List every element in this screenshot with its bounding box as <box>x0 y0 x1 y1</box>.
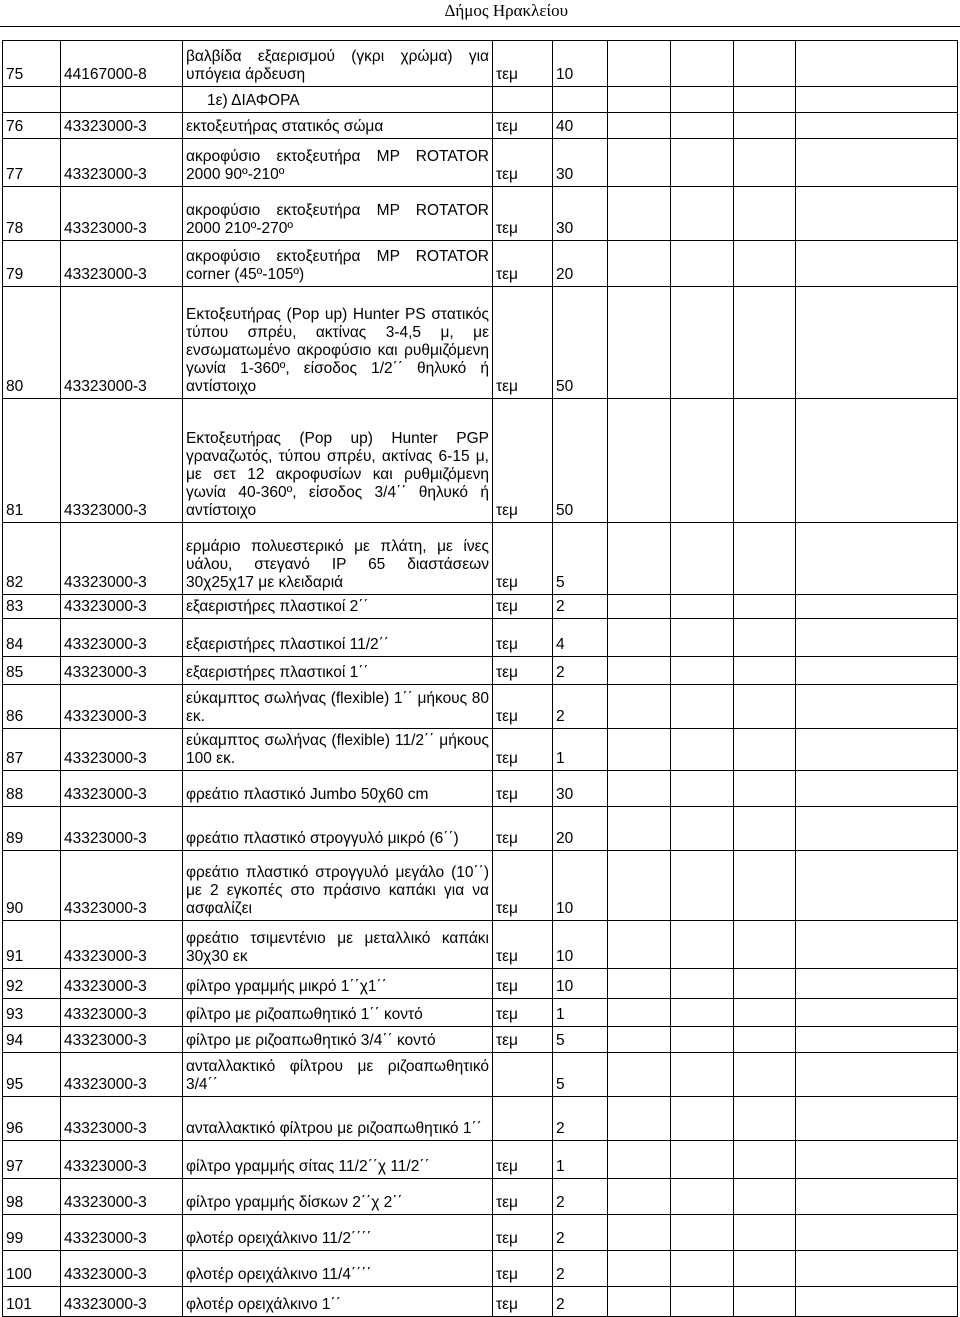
empty-cell <box>608 1251 671 1287</box>
cpv-code-cell: 43323000-3 <box>61 1179 183 1215</box>
item-number-cell: 91 <box>3 921 61 969</box>
cpv-code-cell: 43323000-3 <box>61 657 183 685</box>
empty-cell <box>796 523 958 595</box>
empty-cell <box>608 1097 671 1141</box>
empty-cell <box>608 969 671 999</box>
cpv-code-cell: 43323000-3 <box>61 921 183 969</box>
empty-cell <box>796 969 958 999</box>
table-row <box>3 969 958 999</box>
item-number-cell: 89 <box>3 807 61 851</box>
empty-cell <box>671 657 734 685</box>
quantity-cell: 2 <box>553 657 608 685</box>
quantity-cell: 30 <box>553 771 608 807</box>
table-row <box>3 851 958 921</box>
unit-cell: τεμ <box>493 851 553 921</box>
empty-cell <box>734 807 796 851</box>
cpv-code-cell: 43323000-3 <box>61 1215 183 1251</box>
empty-cell <box>734 113 796 139</box>
empty-cell <box>671 523 734 595</box>
quantity-cell: 2 <box>553 1097 608 1141</box>
description-cell: ανταλλακτικό φίλτρου με ριζοαπωθητικό 3/4΄΄ <box>183 1053 493 1097</box>
description-cell: βαλβίδα εξαερισμού (γκρι χρώμα) για υπόγεια άρδευση <box>183 41 493 87</box>
description-cell: εύκαμπτος σωλήνας (flexible) 1΄΄ μήκους 80 εκ. <box>183 685 493 729</box>
quantity-cell: 20 <box>553 241 608 287</box>
item-number-cell: 99 <box>3 1215 61 1251</box>
empty-cell <box>608 595 671 619</box>
unit-cell <box>493 87 553 113</box>
description-cell: φλοτέρ ορειχάλκινο 11/4΄΄΄΄ <box>183 1251 493 1287</box>
quantity-cell: 20 <box>553 807 608 851</box>
empty-cell <box>608 921 671 969</box>
empty-cell <box>796 999 958 1027</box>
empty-cell <box>796 1141 958 1179</box>
table-row <box>3 1027 958 1053</box>
empty-cell <box>796 1179 958 1215</box>
quantity-cell: 50 <box>553 287 608 399</box>
empty-cell <box>671 1287 734 1317</box>
item-number-cell: 87 <box>3 729 61 771</box>
cpv-code-cell: 43323000-3 <box>61 523 183 595</box>
empty-cell <box>671 187 734 241</box>
unit-cell: τεμ <box>493 619 553 657</box>
cpv-code-cell: 43323000-3 <box>61 1287 183 1317</box>
empty-cell <box>608 1053 671 1097</box>
item-number-cell <box>3 87 61 113</box>
empty-cell <box>671 685 734 729</box>
empty-cell <box>671 399 734 523</box>
quantity-cell: 10 <box>553 921 608 969</box>
unit-cell: τεμ <box>493 187 553 241</box>
quantity-cell: 2 <box>553 1251 608 1287</box>
header-rule <box>0 26 960 27</box>
unit-cell: τεμ <box>493 1179 553 1215</box>
table-row <box>3 729 958 771</box>
empty-cell <box>796 241 958 287</box>
table-row <box>3 1097 958 1141</box>
cpv-code-cell: 43323000-3 <box>61 685 183 729</box>
empty-cell <box>734 287 796 399</box>
quantity-cell: 10 <box>553 41 608 87</box>
empty-cell <box>608 1215 671 1251</box>
unit-cell: τεμ <box>493 657 553 685</box>
empty-cell <box>734 771 796 807</box>
empty-cell <box>796 685 958 729</box>
table-row <box>3 287 958 399</box>
empty-cell <box>608 729 671 771</box>
empty-cell <box>671 139 734 187</box>
empty-cell <box>608 1141 671 1179</box>
empty-cell <box>671 1027 734 1053</box>
item-number-cell: 80 <box>3 287 61 399</box>
empty-cell <box>671 1251 734 1287</box>
unit-cell: τεμ <box>493 1027 553 1053</box>
table-row <box>3 113 958 139</box>
unit-cell: τεμ <box>493 399 553 523</box>
table-row <box>3 657 958 685</box>
empty-cell <box>734 619 796 657</box>
table-row <box>3 523 958 595</box>
description-cell: Εκτοξευτήρας (Pop up) Hunter PS στατικός τύπου σπρέυ, ακτίνας 3-4,5 μ, με ενσωματωμένο ακροφύσιο και ρυθμιζόμενη γωνία 1-360º, είσοδος 1/2΄΄ θηλυκό ή αντίστοιχο <box>183 287 493 399</box>
empty-cell <box>796 287 958 399</box>
empty-cell <box>608 113 671 139</box>
empty-cell <box>734 685 796 729</box>
cpv-code-cell: 43323000-3 <box>61 851 183 921</box>
quantity-cell: 5 <box>553 523 608 595</box>
empty-cell <box>608 1179 671 1215</box>
empty-cell <box>671 619 734 657</box>
table-row <box>3 1053 958 1097</box>
empty-cell <box>671 1215 734 1251</box>
unit-cell: τεμ <box>493 807 553 851</box>
cpv-code-cell: 43323000-3 <box>61 113 183 139</box>
table-row <box>3 241 958 287</box>
quantity-cell: 1 <box>553 999 608 1027</box>
empty-cell <box>671 807 734 851</box>
table-row <box>3 685 958 729</box>
item-number-cell: 79 <box>3 241 61 287</box>
description-cell: φρεάτιο πλαστικό Jumbo 50χ60 cm <box>183 771 493 807</box>
empty-cell <box>734 187 796 241</box>
items-table <box>2 40 958 1317</box>
item-number-cell: 88 <box>3 771 61 807</box>
empty-cell <box>734 1179 796 1215</box>
item-number-cell: 100 <box>3 1251 61 1287</box>
items-table-body <box>3 41 958 1317</box>
description-cell: φρεάτιο πλαστικό στρογγυλό μικρό (6΄΄) <box>183 807 493 851</box>
empty-cell <box>734 1287 796 1317</box>
empty-cell <box>796 1027 958 1053</box>
table-row <box>3 1251 958 1287</box>
description-cell: εκτοξευτήρας στατικός σώμα <box>183 113 493 139</box>
empty-cell <box>608 41 671 87</box>
empty-cell <box>608 399 671 523</box>
item-number-cell: 84 <box>3 619 61 657</box>
empty-cell <box>796 1053 958 1097</box>
empty-cell <box>796 113 958 139</box>
empty-cell <box>671 1179 734 1215</box>
empty-cell <box>608 287 671 399</box>
empty-cell <box>734 1251 796 1287</box>
empty-cell <box>734 241 796 287</box>
empty-cell <box>734 1097 796 1141</box>
empty-cell <box>608 139 671 187</box>
item-number-cell: 90 <box>3 851 61 921</box>
unit-cell: τεμ <box>493 921 553 969</box>
empty-cell <box>796 187 958 241</box>
description-cell: φρεάτιο πλαστικό στρογγυλό μεγάλο (10΄΄) με 2 εγκοπές στο πράσινο καπάκι για να ασφαλίζει <box>183 851 493 921</box>
unit-cell <box>493 1097 553 1141</box>
item-number-cell: 83 <box>3 595 61 619</box>
empty-cell <box>671 729 734 771</box>
quantity-cell: 10 <box>553 851 608 921</box>
empty-cell <box>671 113 734 139</box>
empty-cell <box>734 921 796 969</box>
empty-cell <box>734 399 796 523</box>
item-number-cell: 94 <box>3 1027 61 1053</box>
cpv-code-cell: 43323000-3 <box>61 241 183 287</box>
table-row <box>3 1215 958 1251</box>
description-cell: ακροφύσιο εκτοξευτήρα MP ROTATOR 2000 90º-210º <box>183 139 493 187</box>
table-row <box>3 399 958 523</box>
empty-cell <box>734 523 796 595</box>
table-row <box>3 921 958 969</box>
empty-cell <box>671 87 734 113</box>
description-cell: φρεάτιο τσιμεντένιο με μεταλλικό καπάκι 30χ30 εκ <box>183 921 493 969</box>
description-cell: φίλτρο με ριζοαπωθητικό 3/4΄΄ κοντό <box>183 1027 493 1053</box>
item-number-cell: 98 <box>3 1179 61 1215</box>
cpv-code-cell: 43323000-3 <box>61 729 183 771</box>
cpv-code-cell: 43323000-3 <box>61 1097 183 1141</box>
quantity-cell: 2 <box>553 1179 608 1215</box>
empty-cell <box>796 595 958 619</box>
description-cell: φλοτέρ ορειχάλκινο 11/2΄΄΄΄ <box>183 1215 493 1251</box>
unit-cell: τεμ <box>493 241 553 287</box>
table-row <box>3 1179 958 1215</box>
empty-cell <box>734 595 796 619</box>
empty-cell <box>671 1053 734 1097</box>
empty-cell <box>796 1215 958 1251</box>
cpv-code-cell: 44167000-8 <box>61 41 183 87</box>
empty-cell <box>796 851 958 921</box>
item-number-cell: 77 <box>3 139 61 187</box>
quantity-cell: 50 <box>553 399 608 523</box>
cpv-code-cell: 43323000-3 <box>61 1027 183 1053</box>
quantity-cell: 1 <box>553 1141 608 1179</box>
quantity-cell: 10 <box>553 969 608 999</box>
table-row <box>3 1141 958 1179</box>
item-number-cell: 85 <box>3 657 61 685</box>
unit-cell: τεμ <box>493 113 553 139</box>
empty-cell <box>671 287 734 399</box>
quantity-cell <box>553 87 608 113</box>
table-row <box>3 41 958 87</box>
description-cell: φίλτρο γραμμής μικρό 1΄΄χ1΄΄ <box>183 969 493 999</box>
table-row <box>3 1287 958 1317</box>
quantity-cell: 2 <box>553 1215 608 1251</box>
description-cell: ερμάριο πολυεστερικό με πλάτη, με ίνες υάλου, στεγανό IP 65 διαστάσεων 30χ25χ17 με κλειδαριά <box>183 523 493 595</box>
cpv-code-cell: 43323000-3 <box>61 807 183 851</box>
empty-cell <box>796 87 958 113</box>
empty-cell <box>796 41 958 87</box>
quantity-cell: 2 <box>553 685 608 729</box>
quantity-cell: 4 <box>553 619 608 657</box>
item-number-cell: 101 <box>3 1287 61 1317</box>
unit-cell: τεμ <box>493 287 553 399</box>
cpv-code-cell: 43323000-3 <box>61 287 183 399</box>
item-number-cell: 96 <box>3 1097 61 1141</box>
quantity-cell: 5 <box>553 1027 608 1053</box>
table-row <box>3 771 958 807</box>
unit-cell: τεμ <box>493 595 553 619</box>
description-cell: φίλτρο γραμμής δίσκων 2΄΄χ 2΄΄ <box>183 1179 493 1215</box>
description-cell: φλοτέρ ορειχάλκινο 1΄΄ <box>183 1287 493 1317</box>
item-number-cell: 97 <box>3 1141 61 1179</box>
unit-cell: τεμ <box>493 969 553 999</box>
empty-cell <box>608 851 671 921</box>
empty-cell <box>608 241 671 287</box>
item-number-cell: 86 <box>3 685 61 729</box>
empty-cell <box>671 1097 734 1141</box>
section-heading-cell: 1ε) ΔΙΑΦΟΡΑ <box>183 87 493 113</box>
unit-cell: τεμ <box>493 1141 553 1179</box>
empty-cell <box>796 1097 958 1141</box>
cpv-code-cell: 43323000-3 <box>61 399 183 523</box>
cpv-code-cell: 43323000-3 <box>61 187 183 241</box>
description-cell: φίλτρο με ριζοαπωθητικό 1΄΄ κοντό <box>183 999 493 1027</box>
empty-cell <box>671 241 734 287</box>
table-row <box>3 619 958 657</box>
unit-cell: τεμ <box>493 771 553 807</box>
cpv-code-cell: 43323000-3 <box>61 139 183 187</box>
quantity-cell: 40 <box>553 113 608 139</box>
empty-cell <box>796 921 958 969</box>
empty-cell <box>796 399 958 523</box>
empty-cell <box>734 999 796 1027</box>
table-row <box>3 807 958 851</box>
description-cell: εξαεριστήρες πλαστικοί 11/2΄΄ <box>183 619 493 657</box>
description-cell: εξαεριστήρες πλαστικοί 1΄΄ <box>183 657 493 685</box>
empty-cell <box>608 187 671 241</box>
empty-cell <box>796 1287 958 1317</box>
description-cell: φίλτρο γραμμής σίτας 11/2΄΄χ 11/2΄΄ <box>183 1141 493 1179</box>
table-row <box>3 139 958 187</box>
description-cell: εξαεριστήρες πλαστικοί 2΄΄ <box>183 595 493 619</box>
empty-cell <box>608 685 671 729</box>
cpv-code-cell <box>61 87 183 113</box>
empty-cell <box>671 41 734 87</box>
item-number-cell: 78 <box>3 187 61 241</box>
empty-cell <box>796 619 958 657</box>
empty-cell <box>734 139 796 187</box>
item-number-cell: 82 <box>3 523 61 595</box>
item-number-cell: 92 <box>3 969 61 999</box>
empty-cell <box>608 1287 671 1317</box>
empty-cell <box>734 969 796 999</box>
table-row <box>3 187 958 241</box>
cpv-code-cell: 43323000-3 <box>61 619 183 657</box>
item-number-cell: 76 <box>3 113 61 139</box>
item-number-cell: 93 <box>3 999 61 1027</box>
empty-cell <box>796 807 958 851</box>
table-row <box>3 999 958 1027</box>
table-row <box>3 595 958 619</box>
empty-cell <box>734 41 796 87</box>
empty-cell <box>734 729 796 771</box>
cpv-code-cell: 43323000-3 <box>61 595 183 619</box>
description-cell: ανταλλακτικό φίλτρου με ριζοαπωθητικό 1΄΄ <box>183 1097 493 1141</box>
cpv-code-cell: 43323000-3 <box>61 1251 183 1287</box>
cpv-code-cell: 43323000-3 <box>61 1053 183 1097</box>
quantity-cell: 5 <box>553 1053 608 1097</box>
item-number-cell: 75 <box>3 41 61 87</box>
quantity-cell: 1 <box>553 729 608 771</box>
empty-cell <box>671 851 734 921</box>
empty-cell <box>734 851 796 921</box>
empty-cell <box>608 87 671 113</box>
quantity-cell: 30 <box>553 187 608 241</box>
empty-cell <box>734 1215 796 1251</box>
page-header-title: Δήμος Ηρακλείου <box>444 1 568 20</box>
empty-cell <box>671 969 734 999</box>
description-cell: Εκτοξευτήρας (Pop up) Hunter PGP γραναζωτός, τύπου σπρέυ, ακτίνας 6-15 μ, με σετ 12 ακροφυσίων και ρυθμιζόμενη γωνία 40-360º, είσοδος 3/4΄΄ θηλυκό ή αντίστοιχο <box>183 399 493 523</box>
empty-cell <box>734 1053 796 1097</box>
unit-cell: τεμ <box>493 685 553 729</box>
empty-cell <box>796 657 958 685</box>
empty-cell <box>796 139 958 187</box>
empty-cell <box>608 807 671 851</box>
empty-cell <box>608 999 671 1027</box>
unit-cell <box>493 1053 553 1097</box>
empty-cell <box>796 771 958 807</box>
empty-cell <box>734 657 796 685</box>
cpv-code-cell: 43323000-3 <box>61 999 183 1027</box>
description-cell: ακροφύσιο εκτοξευτήρα MP ROTATOR 2000 210º-270º <box>183 187 493 241</box>
cpv-code-cell: 43323000-3 <box>61 771 183 807</box>
item-number-cell: 95 <box>3 1053 61 1097</box>
empty-cell <box>671 1141 734 1179</box>
description-cell: ακροφύσιο εκτοξευτήρα MP ROTATOR corner (45º-105º) <box>183 241 493 287</box>
quantity-cell: 2 <box>553 595 608 619</box>
unit-cell: τεμ <box>493 523 553 595</box>
empty-cell <box>734 1141 796 1179</box>
item-number-cell: 81 <box>3 399 61 523</box>
quantity-cell: 2 <box>553 1287 608 1317</box>
empty-cell <box>796 1251 958 1287</box>
unit-cell: τεμ <box>493 729 553 771</box>
table-row <box>3 87 958 113</box>
empty-cell <box>734 87 796 113</box>
empty-cell <box>671 595 734 619</box>
empty-cell <box>796 729 958 771</box>
empty-cell <box>608 523 671 595</box>
unit-cell: τεμ <box>493 41 553 87</box>
description-cell: εύκαμπτος σωλήνας (flexible) 11/2΄΄ μήκους 100 εκ. <box>183 729 493 771</box>
empty-cell <box>608 1027 671 1053</box>
quantity-cell: 30 <box>553 139 608 187</box>
empty-cell <box>734 1027 796 1053</box>
unit-cell: τεμ <box>493 1287 553 1317</box>
empty-cell <box>608 619 671 657</box>
unit-cell: τεμ <box>493 1251 553 1287</box>
cpv-code-cell: 43323000-3 <box>61 969 183 999</box>
empty-cell <box>608 657 671 685</box>
unit-cell: τεμ <box>493 999 553 1027</box>
unit-cell: τεμ <box>493 139 553 187</box>
empty-cell <box>608 771 671 807</box>
empty-cell <box>671 771 734 807</box>
cpv-code-cell: 43323000-3 <box>61 1141 183 1179</box>
empty-cell <box>671 999 734 1027</box>
empty-cell <box>671 921 734 969</box>
unit-cell: τεμ <box>493 1215 553 1251</box>
